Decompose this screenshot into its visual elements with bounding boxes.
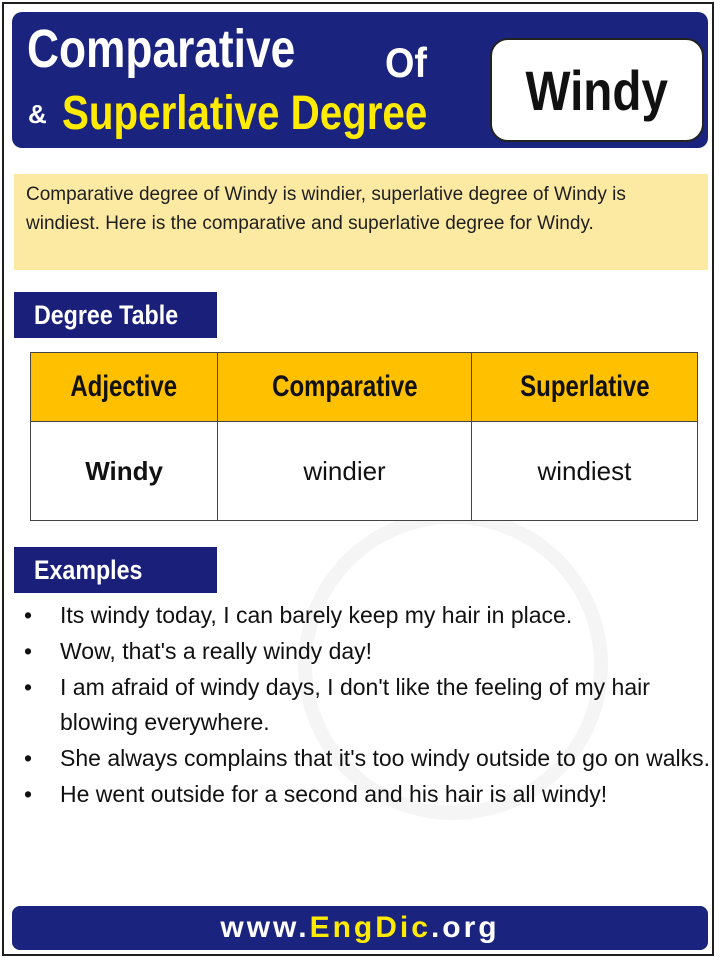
examples-list bbox=[20, 598, 710, 813]
examples-label bbox=[14, 547, 217, 593]
header-comparative bbox=[218, 353, 472, 422]
table-header-row bbox=[31, 353, 698, 422]
example-text: Its windy today, I can barely keep my hair in place. bbox=[60, 602, 573, 628]
list-item bbox=[20, 777, 710, 812]
header-adjective bbox=[31, 353, 218, 422]
bullet-icon: • bbox=[24, 745, 33, 771]
degree-table-label bbox=[14, 292, 217, 338]
bullet-icon: • bbox=[24, 781, 33, 807]
list-item bbox=[20, 741, 710, 776]
cell-adjective: Windy bbox=[31, 422, 218, 521]
title-ampersand: & bbox=[28, 99, 47, 129]
examples-label-text: Examples bbox=[34, 555, 143, 585]
bullet-icon: • bbox=[24, 638, 33, 664]
title-of: Of bbox=[385, 39, 427, 86]
footer-brand: EngDic bbox=[309, 911, 431, 944]
header-superlative bbox=[471, 353, 697, 422]
example-text: I am afraid of windy days, I don't like the feeling of my hair blowing everywhere. bbox=[60, 674, 650, 735]
title-comparative: Comparative bbox=[27, 19, 296, 79]
cell-superlative: windiest bbox=[471, 422, 697, 521]
bullet-icon: • bbox=[24, 674, 33, 700]
header-adjective-text: Adjective bbox=[70, 370, 178, 403]
example-text: Wow, that's a really windy day! bbox=[60, 638, 373, 664]
intro-text: Comparative degree of Windy is windier, superlative degree of Windy is windiest. Here is the comparative and superlative degree for Windy. bbox=[14, 174, 708, 270]
word-label: Windy bbox=[525, 58, 669, 122]
cell-comparative: windier bbox=[218, 422, 472, 521]
example-text: He went outside for a second and his hair is all windy! bbox=[60, 781, 608, 807]
footer-prefix: www. bbox=[220, 911, 310, 944]
header-comparative-text: Comparative bbox=[271, 370, 418, 403]
title-banner bbox=[12, 12, 708, 148]
footer-suffix: .org bbox=[430, 911, 500, 944]
table-row bbox=[31, 422, 698, 521]
list-item bbox=[20, 670, 710, 740]
header-superlative-text: Superlative bbox=[519, 370, 650, 403]
bullet-icon: • bbox=[24, 602, 33, 628]
title-superlative-degree: Superlative Degree bbox=[62, 87, 428, 140]
degree-table bbox=[30, 352, 698, 521]
list-item bbox=[20, 598, 710, 633]
footer-banner bbox=[12, 906, 708, 950]
list-item bbox=[20, 634, 710, 669]
example-text: She always complains that it's too windy outside to go on walks. bbox=[60, 745, 711, 771]
degree-table-label-text: Degree Table bbox=[34, 300, 179, 330]
word-box bbox=[490, 38, 704, 142]
